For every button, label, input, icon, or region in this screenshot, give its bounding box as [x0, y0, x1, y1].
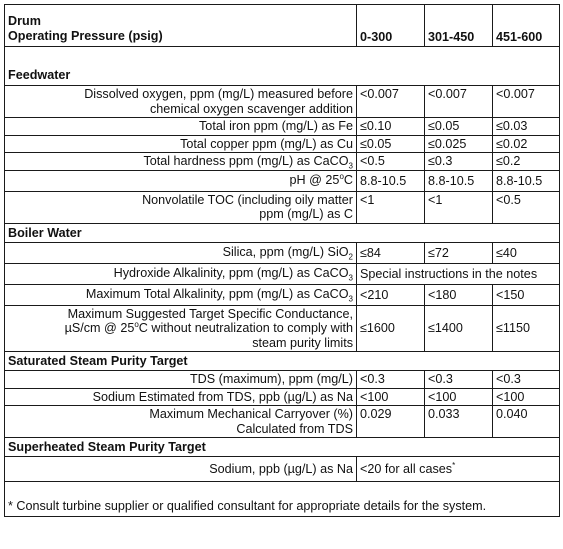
- drum-pressure-header: [5, 5, 357, 47]
- value-cell: ≤1600: [357, 305, 425, 352]
- value-cell: ≤40: [493, 242, 560, 263]
- param-total-iron: Total iron ppm (mg/L) as Fe: [5, 118, 357, 136]
- value-cell: <150: [493, 284, 560, 305]
- section-title-boiler-water: Boiler Water: [5, 223, 560, 242]
- table-row: [5, 170, 560, 191]
- table-row: [5, 153, 560, 171]
- table-row: [5, 457, 560, 482]
- value-cell: ≤0.10: [357, 118, 425, 136]
- value-cell: 0.029: [357, 406, 425, 438]
- param-silica: [5, 242, 357, 263]
- section-row-feedwater: [5, 47, 560, 86]
- value-cell: <0.5: [493, 191, 560, 223]
- table-row: [5, 284, 560, 305]
- param-line: Maximum Suggested Target Specific Conductance,: [67, 306, 353, 321]
- table-row: [5, 263, 560, 284]
- param-line: steam purity limits: [252, 335, 353, 350]
- header-label-line1: Drum: [8, 14, 41, 28]
- param-line: chemical oxygen scavenger addition: [149, 101, 353, 116]
- value-cell: 8.8-10.5: [357, 170, 425, 191]
- param-tds: TDS (maximum), ppm (mg/L): [5, 371, 357, 389]
- value-cell: ≤0.025: [425, 135, 493, 153]
- param-max-total-alkalinity: [5, 284, 357, 305]
- table-row: [5, 406, 560, 438]
- param-text: Maximum Total Alkalinity, ppm (mg/L) as CaCO: [85, 287, 349, 302]
- value-cell: ≤0.05: [425, 118, 493, 136]
- param-superscript: o: [134, 319, 139, 329]
- value-cell: 0.033: [425, 406, 493, 438]
- section-title-saturated-steam: Saturated Steam Purity Target: [5, 352, 560, 371]
- header-label-line2: Operating Pressure (psig): [8, 29, 163, 43]
- value-cell: ≤1400: [425, 305, 493, 352]
- param-total-copper: Total copper ppm (mg/L) as Cu: [5, 135, 357, 153]
- section-row-superheated-steam: [5, 438, 560, 457]
- section-title-feedwater: Feedwater: [5, 47, 560, 86]
- param-line: Nonvolatile TOC (including oily matter: [142, 192, 353, 207]
- section-row-saturated-steam: [5, 352, 560, 371]
- param-line: ppm (mg/L) as C: [259, 207, 353, 221]
- value-cell: 8.8-10.5: [493, 170, 560, 191]
- table-row: [5, 86, 560, 118]
- column-header-301-450: 301-450: [425, 5, 493, 47]
- param-text: Silica, ppm (mg/L) SiO: [222, 245, 349, 260]
- param-specific-conductance: [5, 305, 357, 352]
- value-cell: ≤0.2: [493, 153, 560, 171]
- value-cell: ≤72: [425, 242, 493, 263]
- column-header-0-300: 0-300: [357, 5, 425, 47]
- param-text: pH @ 25: [289, 173, 340, 188]
- param-nonvolatile-toc: [5, 191, 357, 223]
- section-row-boiler-water: [5, 223, 560, 242]
- param-superscript: o: [339, 172, 344, 182]
- param-mechanical-carryover: [5, 406, 357, 438]
- value-cell: <1: [357, 191, 425, 223]
- param-ph: [5, 170, 357, 191]
- table-row: [5, 305, 560, 352]
- value-span-cell: Special instructions in the notes: [357, 263, 560, 284]
- footnote-text: * Consult turbine supplier or qualified consultant for appropriate details for the system.: [5, 482, 560, 517]
- section-title-superheated-steam: Superheated Steam Purity Target: [5, 438, 560, 457]
- table-row: [5, 191, 560, 223]
- value-cell: ≤0.3: [425, 153, 493, 171]
- value-cell: ≤84: [357, 242, 425, 263]
- value-cell: ≤1150: [493, 305, 560, 352]
- water-quality-table: [4, 4, 560, 517]
- param-hydroxide-alkalinity: [5, 263, 357, 284]
- value-cell: <0.5: [357, 153, 425, 171]
- value-cell: <0.007: [493, 86, 560, 118]
- value-span-text: <20 for all cases: [360, 462, 453, 476]
- value-cell: <1: [425, 191, 493, 223]
- param-text: Total hardness ppm (mg/L) as CaCO: [143, 154, 349, 168]
- value-cell: <0.3: [357, 371, 425, 389]
- value-cell: 0.040: [493, 406, 560, 438]
- param-subscript: 3: [348, 294, 353, 304]
- value-cell: <180: [425, 284, 493, 305]
- value-span-cell: [357, 457, 560, 482]
- table-row: [5, 118, 560, 136]
- param-dissolved-oxygen: [5, 86, 357, 118]
- param-subscript: 2: [348, 252, 353, 262]
- table-row: [5, 388, 560, 406]
- value-cell: <100: [357, 388, 425, 406]
- value-cell: <0.3: [425, 371, 493, 389]
- param-text: Hydroxide Alkalinity, ppm (mg/L) as CaCO: [113, 266, 349, 281]
- value-cell: <0.007: [357, 86, 425, 118]
- value-cell: <100: [425, 388, 493, 406]
- table-row: [5, 242, 560, 263]
- value-cell: <100: [493, 388, 560, 406]
- param-line: Calculated from TDS: [236, 421, 353, 436]
- value-cell: ≤0.05: [357, 135, 425, 153]
- param-line: Dissolved oxygen, ppm (mg/L) measured before: [84, 87, 353, 101]
- param-subscript: 3: [348, 161, 353, 170]
- param-sodium-estimated: Sodium Estimated from TDS, ppb (µg/L) as Na: [5, 388, 357, 406]
- param-subscript: 3: [348, 273, 353, 283]
- value-cell: <0.007: [425, 86, 493, 118]
- table-row: [5, 135, 560, 153]
- footnote-row: [5, 482, 560, 517]
- value-cell: <0.3: [493, 371, 560, 389]
- param-line: Maximum Mechanical Carryover (%): [149, 407, 353, 421]
- param-line: C without neutralization to comply with: [138, 321, 353, 335]
- footnote-marker: *: [452, 460, 456, 470]
- param-line: µS/cm @ 25: [64, 321, 135, 335]
- value-cell: 8.8-10.5: [425, 170, 493, 191]
- param-total-hardness: [5, 153, 357, 171]
- column-header-451-600: 451-600: [493, 5, 560, 47]
- value-cell: ≤0.02: [493, 135, 560, 153]
- table-header-row: [5, 5, 560, 47]
- param-text: C: [343, 173, 353, 188]
- value-cell: <210: [357, 284, 425, 305]
- table-row: [5, 371, 560, 389]
- value-cell: ≤0.03: [493, 118, 560, 136]
- param-sodium: Sodium, ppb (µg/L) as Na: [5, 457, 357, 482]
